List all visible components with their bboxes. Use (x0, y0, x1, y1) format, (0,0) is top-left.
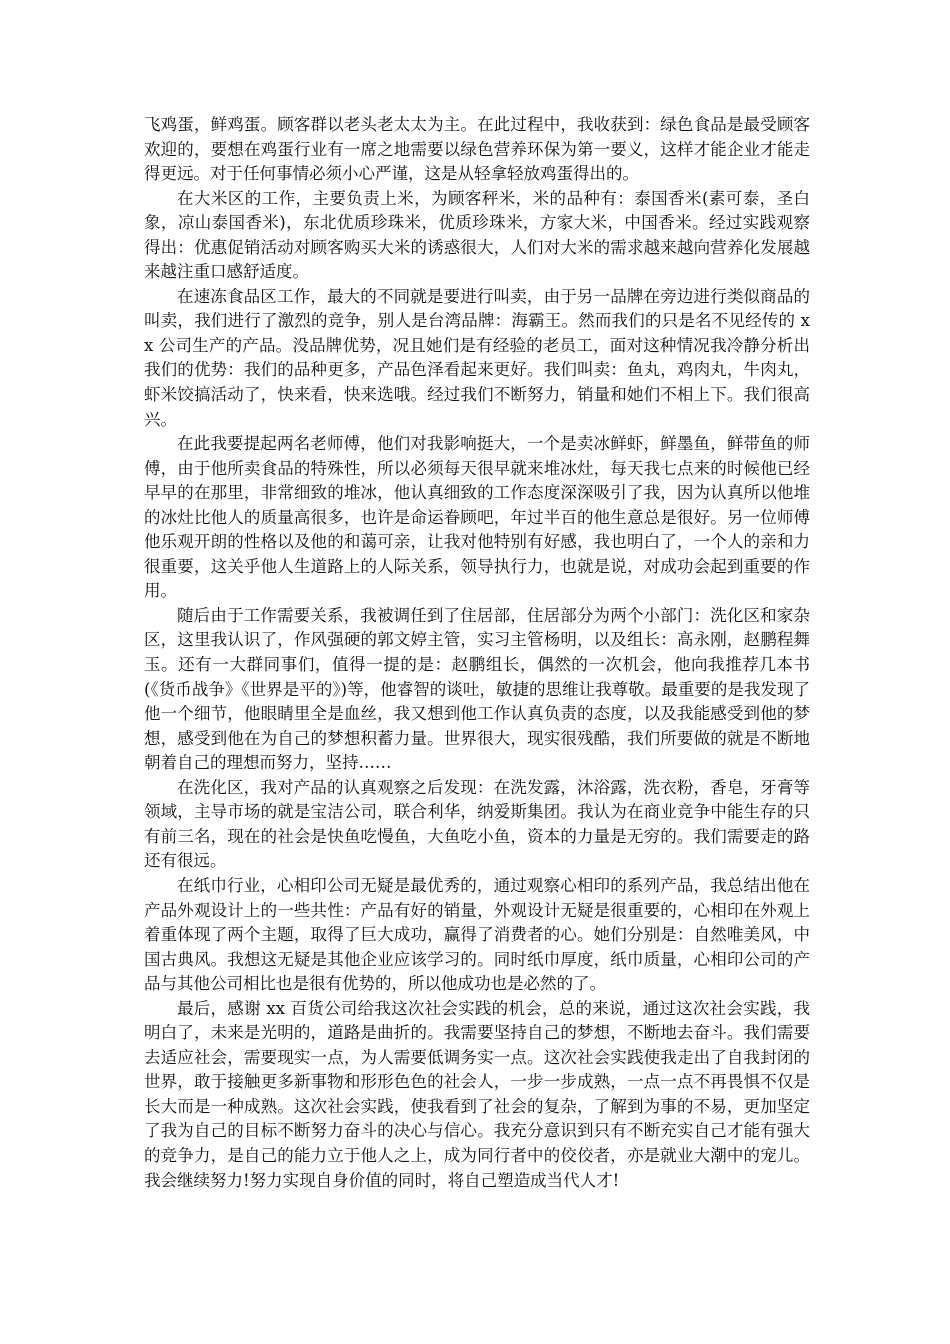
paragraph-conclusion: 最后，感谢 xx 百货公司给我这次社会实践的机会，总的来说，通过这次社会实践，我明白了，未来是光明的，道路是曲折的。我需要坚持自己的梦想，不断地去奋斗。我们需要去适应社会，需要现实一点，为人需要低调务实一点。这次社会实践使我走出了自我封闭的世界，敢于接触更多新事物和形形色色的社会人，一步一步成熟，一点一点不再畏惧不仅是长大而是一种成熟。这次社会实践，使我看到了社会的复杂，了解到为事的不易，更加坚定了我为自己的目标不断努力奋斗的决心与信心。我充分意识到只有不断充实自己才能有强大的竞争力，是自己的能力立于他人之上，成为同行者中的佼佼者，亦是就业大潮中的宠儿。我会继续努力!努力实现自身价值的同时，将自己塑造成当代人才! (144, 998, 810, 1190)
paragraph-two-masters: 在此我要提起两名老师傅，他们对我影响挺大，一个是卖冰鲜虾，鲜墨鱼，鲜带鱼的师傅，由于他所卖食品的特殊性，所以必须每天很早就来堆冰灶，每天我七点来的时候他已经早早的在那里，非常细致的堆冰，他认真细致的工作态度深深吸引了我，因为认真所以他堆的冰灶比他人的质量高很多，也许是命运眷顾吧，年过半百的他生意总是很好。另一位师傅他乐观开朗的性格以及他的和蔼可亲，让我对他特别有好感，我也明白了，一个人的亲和力很重要，这关乎他人生道路上的人际关系，领导执行力，也就是说，对成功会起到重要的作用。 (144, 434, 810, 601)
paragraph-toiletries-area: 在洗化区，我对产品的认真观察之后发现：在洗发露，沐浴露，洗衣粉，香皂，牙膏等领域，主导市场的就是宝洁公司，联合利华，纳爱斯集团。我认为在商业竞争中能生存的只有前三名，现在的社会是快鱼吃慢鱼，大鱼吃小鱼，资本的力量是无穷的。我们需要走的路还有很远。 (144, 777, 810, 871)
paragraph-eggs-continued: 飞鸡蛋，鲜鸡蛋。顾客群以老头老太太为主。在此过程中，我收获到：绿色食品是最受顾客欢迎的，要想在鸡蛋行业有一席之地需要以绿色营养环保为第一要义，这样才能企业才能走得更远。对于任何事情必须小心严谨，这是从轻拿轻放鸡蛋得出的。 (144, 115, 810, 184)
document-body (144, 113, 810, 1193)
paragraph-frozen-food: 在速冻食品区工作，最大的不同就是要进行叫卖，由于另一品牌在旁边进行类似商品的叫卖，我们进行了激烈的竞争，别人是台湾品牌：海霸王。然而我们的只是名不见经传的 xx 公司生产的产品。没品牌优势，况且她们是有经验的老员工，面对这种情况我冷静分析出我们的优势：我们的品种更多，产品色泽看起来更好。我们叫卖：鱼丸，鸡肉丸，牛肉丸，虾米饺搞活动了，快来看，快来选哦。经过我们不断努力，销量和她们不相上下。我们很高兴。 (144, 286, 810, 429)
paragraph-tissue-industry: 在纸巾行业，心相印公司无疑是最优秀的，通过观察心相印的系列产品，我总结出他在产品外观设计上的一些共性：产品有好的销量，外观设计无疑是很重要的，心相印在外观上着重体现了两个主题，取得了巨大成功，赢得了消费者的心。她们分别是：自然唯美风，中国古典风。我想这无疑是其他企业应该学习的。同时纸巾厚度，纸巾质量，心相印公司的产品与其他公司相比也是很有优势的，所以他成功也是必然的了。 (144, 875, 810, 994)
paragraph-rice-area: 在大米区的工作，主要负责上米，为顾客秤米，米的品种有：泰国香米(素可泰，圣白象，凉山泰国香米)，东北优质珍珠米，优质珍珠米，方家大米，中国香米。经过实践观察得出：优惠促销活动对顾客购买大米的诱惑很大，人们对大米的需求越来越向营养化发展越来越注重口感舒适度。 (144, 188, 810, 282)
paragraph-household-department: 随后由于工作需要关系，我被调任到了住居部，住居部分为两个小部门：洗化区和家杂区，这里我认识了，作风强硬的郭文婷主管，实习主管杨明，以及组长：高永刚，赵鹏程舞玉。还有一大群同事们，值得一提的是：赵鹏组长，偶然的一次机会，他向我推荐几本书(《货币战争》《世界是平的》)等，他睿智的谈吐，敏捷的思维让我尊敬。最重要的是我发现了他一个细节，他眼睛里全是血丝，我又想到他工作认真负责的态度，以及我能感受到他的梦想，感受到他在为自己的梦想积蓄力量。世界很大，现实很残酷，我们所要做的就是不断地朝着自己的理想而努力，坚持…… (144, 605, 810, 773)
